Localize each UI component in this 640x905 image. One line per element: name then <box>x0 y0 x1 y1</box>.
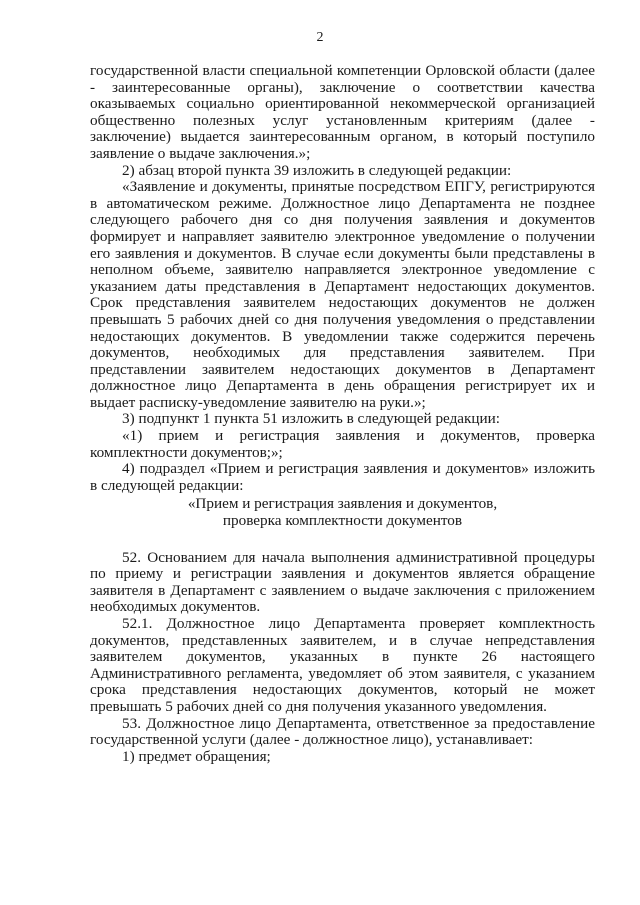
paragraph-amendment-4: 4) подраздел «Прием и регистрация заявления и документов» изложить в следующей редакции: <box>90 460 595 494</box>
paragraph-continuation: государственной власти специальной компетенции Орловской области (далее - заинтересованные органы), заключение о соответствии качества оказываемых социально ориентированной некоммерческой организацией общественно полезных услуг установленным критериям (далее - заключение) выдается заинтересованным органом, в который поступило заявление о выдаче заключения.»; <box>90 62 595 162</box>
paragraph-52: 52. Основанием для начала выполнения административной процедуры по приему и регистрации заявления и документов является обращение заявителя в Департамент с заявлением о выдаче заключения с приложением необходимых документов. <box>90 548 595 616</box>
paragraph-53: 53. Должностное лицо Департамента, ответственное за предоставление государственной услуги (далее - должностное лицо), устанавливает: <box>90 714 595 749</box>
page-number: 2 <box>316 30 324 45</box>
spacer <box>90 530 595 550</box>
paragraph-quote-39: «Заявление и документы, принятые посредством ЕПГУ, регистрируются в автоматическом режиме. Должностное лицо Департамента не позднее следующего рабочего дня со дня получения заявления и документов формирует и направляет заявителю электронное уведомление о получении его заявления и документов. В случае если документы были представлены в неполном объеме, заявителю направляется электронное уведомление с указанием даты представления в Департамент недостающих документов. Срок представления заявителем недостающих документов не должен превышать 5 рабочих дней со дня получения уведомления о представлении недостающих документов. В уведомлении также содержится перечень документов, необходимых для представления заявителем. При представлении заявителем недостающих документов в Департамент должностное лицо Департамента в день обращения регистрирует их и выдает расписку-уведомление заявителю на руки.»; <box>90 178 595 411</box>
paragraph-52-1: 52.1. Должностное лицо Департамента проверяет комплектность документов, представленных заявителем, и в случае непредставления заявителем документов, указанных в пункте 26 настоящего Административного регламента, уведомляет об этом заявителя, с указанием срока представления недостающих документов, который не может превышать 5 рабочих дней со дня получения указанного уведомления. <box>90 615 595 715</box>
paragraph-quote-51: «1) прием и регистрация заявления и документов, проверка комплектности документов;»; <box>90 427 595 461</box>
section-heading-line-2: проверка комплектности документов <box>222 512 463 530</box>
paragraph-amendment-3: 3) подпункт 1 пункта 51 изложить в следующей редакции: <box>122 410 501 428</box>
section-heading-line-1: «Прием и регистрация заявления и документов, <box>187 495 498 513</box>
paragraph-53-item-1: 1) предмет обращения; <box>122 747 271 765</box>
paragraph-amendment-2: 2) абзац второй пункта 39 изложить в следующей редакции: <box>122 161 512 179</box>
document-body <box>90 63 595 765</box>
